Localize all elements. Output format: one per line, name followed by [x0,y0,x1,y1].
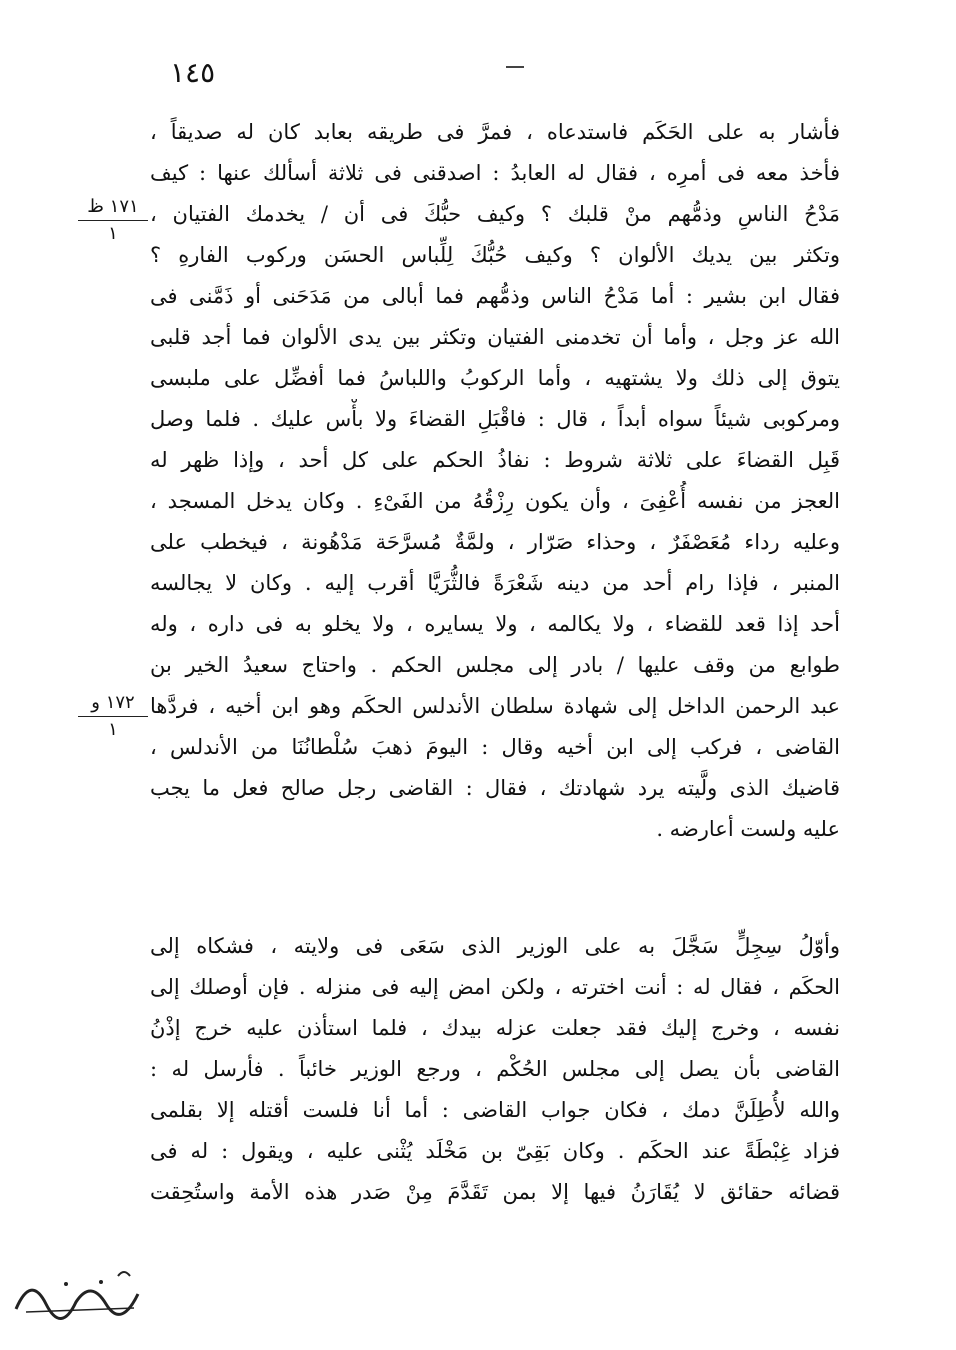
folio-subnumber: ١ [108,223,118,244]
top-rule [506,66,524,68]
text-line: فزاد غِبْطَةً عند الحكَم . وكان بَقِىّ بن مَخْلَد يُثْنى عليه ، ويقول : له فى [150,1139,840,1163]
margin-folio-note [78,692,148,741]
folio-number: ١٧٢ و [78,692,148,717]
text-line: نفسه ، وخرج إليك فقد جعلت عزله بيدك ، فلما استأذن عليه خرج إذْنُ [150,1016,840,1040]
text-line: عليه ولست أعارضه . [656,817,840,841]
text-line: القاضى ، فركب إلى ابن أخيه وقال : اليومَ ذهبَ سُلْطانُنَا من الأندلس ، [150,735,840,759]
text-line: عبد الرحمن الداخل إلى شهادة سلطان الأندلس الحكَم وهو ابن أخيه ، فردَّها [150,694,840,718]
text-line: ومركوبى شيئاً سواه أبداً ، قال : فاقْبَلِ القضاءَ ولا بأْس عليك . فلما وصل [150,407,840,431]
text-line: فقال ابن بشير : أما مَدْحُ الناس وذمُّهم فما أبالى من مَدَحَنى أو ذَمَّنى فى [150,284,840,308]
publisher-logo [6,1264,146,1324]
text-line: قضائه حقائق لا يُقَارَنُ فيها إلا بمن تَقَدَّمَ مِنْ صَدر هذه الأمة واستُحِقت [150,1180,840,1204]
text-line: فأخذ معه فى أمرِه ، فقال له العابدُ : اصدقنى فى ثلاثة أسألك عنها : كيف [150,161,840,185]
text-line: وتكثر بين يديك الألوان ؟ وكيف حُبُّكَ لِلِّباس الحسَن وركوب الفارهِ ؟ [150,243,840,267]
page-number: ١٤٥ [170,56,216,89]
text-line: الحكَم ، فقال له : أنت اخترته ، ولكن امض إليه فى منزله . فإن أوصلك إلى [150,975,840,999]
paragraph-1 [150,112,840,850]
text-line: فأشار به على الحَكَم فاستدعاه ، فمرَّ فى طريقه بعابد كان له صديقاً ، [150,120,840,144]
text-line: قاضيك الذى ولَّيته يرد شهادتك ، فقال : القاضى رجل صالح فعل ما يجب [150,776,840,800]
text-line: قَبِل القضاءَ على ثلاثة شروط : نفاذُ الحكم على كل أحد ، وإذا ظهر له [150,448,840,472]
text-line: القاضى بأن يصل إلى مجلس الحُكْم ، ورجع الوزير خائباً . فأرسل له : [150,1057,840,1081]
text-line: المنبر ، فإذا رام أحد من دينه شَعْرَةً فالثُّرَيَّا أقرب إليه . وكان لا يجالسه [150,571,840,595]
text-line: وعليه رداء مُعَصْفَرٌ ، وحذاء صَرّار ، ولمَّةٌ مُسرَّحَة مَدْهُونة ، فيخطب على [150,530,840,554]
text-line: طوابع من وقف عليها / بادر إلى مجلس الحكم . واحتاج سعيدُ الخير بن [150,653,840,677]
folio-subnumber: ١ [108,719,118,740]
text-line: الله عز وجل ، وأما أن تخدمنى الفتيان وتكثر بين يدى الألوان فما أجد قلبى [150,325,840,349]
text-line: وأوّلُ سِجِلٍّ سَجَّلَ به على الوزير الذى سَعَى فى ولايته ، فشكاه إلى [150,934,840,958]
text-line: مَدْحُ الناسِ وذمُّهم منْ قلبك ؟ وكيف حبُّكَ فى أن / يخدمك الفتيان ، [150,202,840,226]
text-line: أحد إذا قعد للقضاء ، ولا يكالمه ، ولا يسايره ، ولا يخلو به فى داره ، وله [150,612,840,636]
folio-number: ١٧١ ظ [78,196,148,221]
paragraph-2 [150,926,840,1213]
margin-folio-note [78,196,148,245]
text-line: يتوق إلى ذلك ولا يشتهيه ، وأما الركوبُ واللباسُ فما أفضِّل على ملبسى [150,366,840,390]
text-line: العجز من نفسه أُعْفِىَ ، وأن يكون رِزْقُهُ من الفَىْءِ . وكان يدخل المسجد ، [150,489,840,513]
text-line: والله لأُطِلَنَّ دمك ، فكان جواب القاضى : أما أنا فلست أقتله إلا بقلمى [150,1098,840,1122]
